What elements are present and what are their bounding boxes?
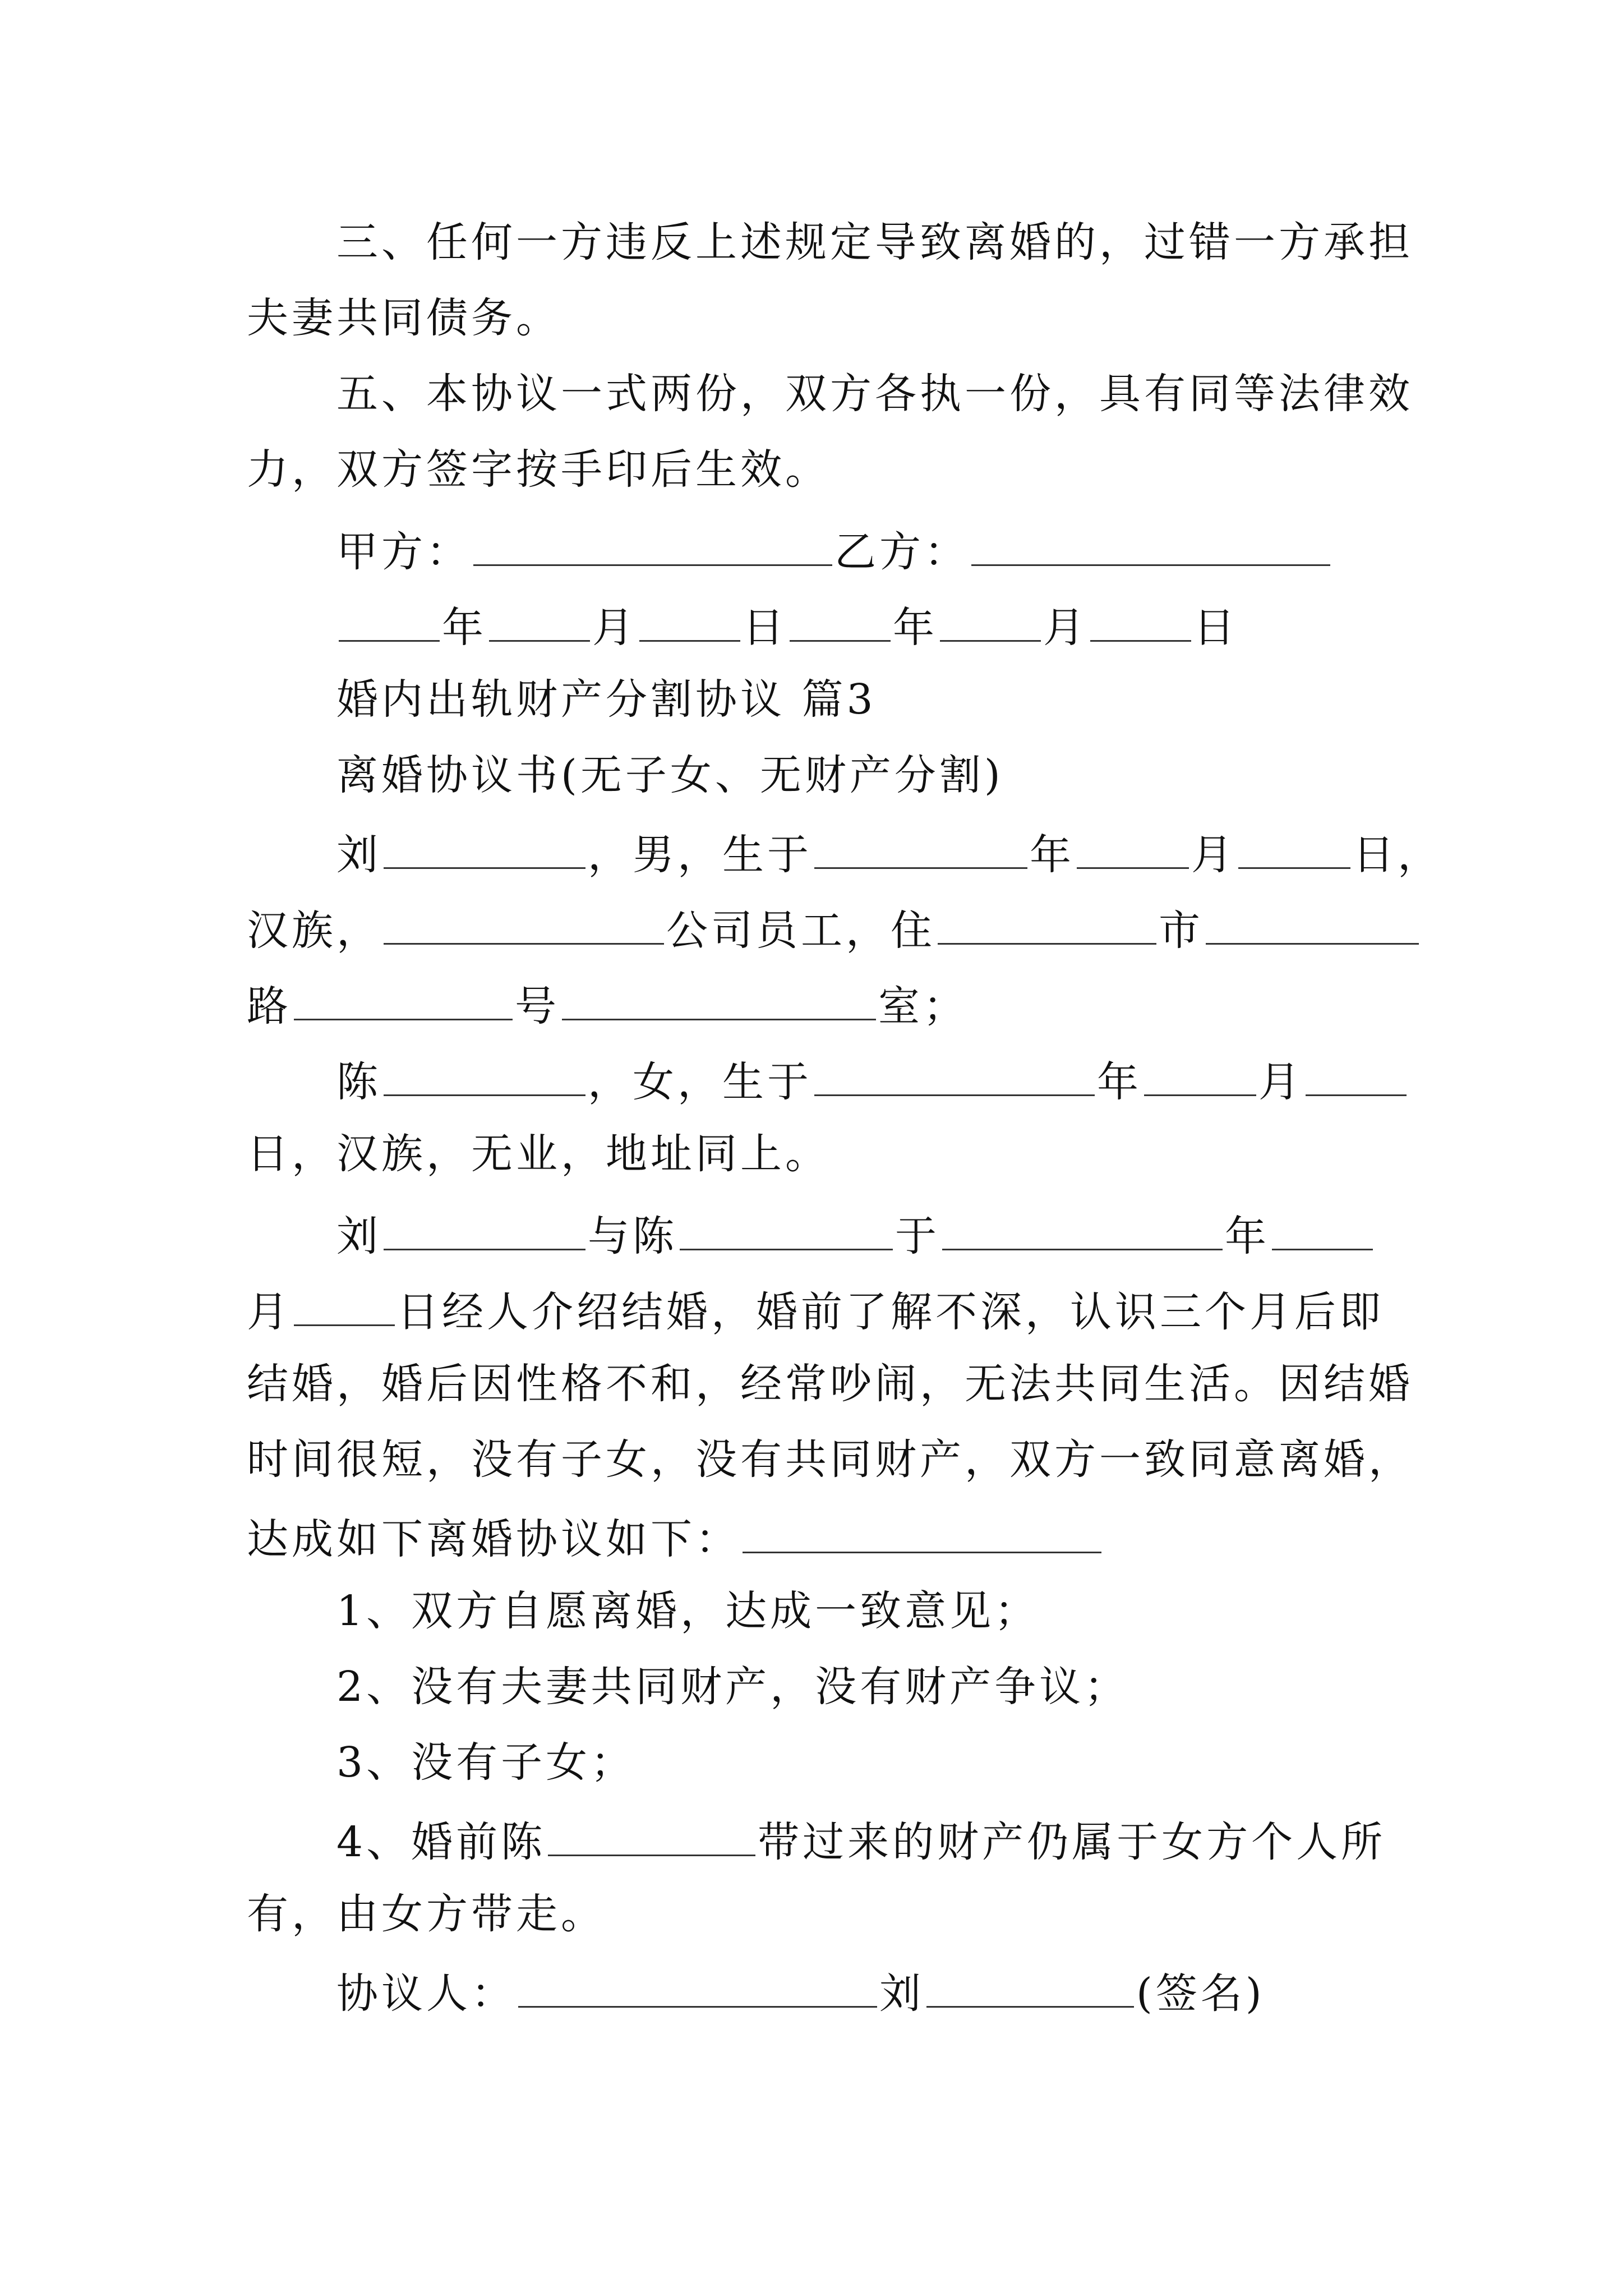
signer-name: 刘 [879, 1970, 924, 2018]
blank [294, 1287, 395, 1326]
signature-date-line [336, 603, 1238, 652]
blank [1144, 1057, 1256, 1096]
blank [1238, 830, 1350, 869]
blank [384, 830, 585, 869]
woman-gender-birth: ，女，生于 [588, 1058, 812, 1106]
blank [1206, 906, 1419, 945]
road-label: 路 [247, 982, 292, 1030]
section-title: 婚内出轨财产分割协议 篇3 [336, 675, 877, 724]
date-blank [790, 603, 891, 642]
date-blank [489, 603, 590, 642]
blank [1272, 1212, 1373, 1250]
date-year-label: 年 [893, 604, 938, 652]
blank [938, 906, 1156, 945]
blank [518, 1969, 877, 2008]
party-b-label: 乙方： [834, 528, 969, 576]
blank [814, 830, 1027, 869]
date-year-label: 年 [1097, 1058, 1142, 1106]
date-month-label: 月 [1258, 1058, 1303, 1106]
date-month-label: 月 [247, 1288, 292, 1336]
date-blank [940, 603, 1041, 642]
blank [1077, 830, 1189, 869]
man-info-line-2 [247, 906, 1421, 955]
man-employer: 公司员工，住 [666, 907, 935, 955]
blank [562, 982, 876, 1020]
agreement-title: 离婚协议书(无子女、无财产分割) [336, 751, 1004, 799]
date-blank [1090, 603, 1191, 642]
date-year-label: 年 [442, 604, 487, 652]
party-b-blank [971, 527, 1330, 566]
blank [1306, 1057, 1407, 1096]
signature-line-parties [336, 527, 1332, 576]
party-a-label: 甲方： [336, 528, 471, 576]
signer-line [336, 1969, 1265, 2018]
list-item-4-line-1 [336, 1818, 1386, 1866]
blank [384, 906, 664, 945]
date-year-label: 年 [1030, 831, 1075, 879]
man-day: 日， [1353, 831, 1442, 879]
party-a-blank [473, 527, 832, 566]
date-month-label: 月 [1043, 604, 1088, 652]
man-info-line-3 [247, 982, 968, 1030]
blank [294, 982, 513, 1020]
list-item-2: 2、没有夫妻共同财产，没有财产争议； [336, 1663, 1129, 1711]
item4-text: 4、婚前陈 [336, 1818, 546, 1866]
signature-note: (签名) [1136, 1970, 1265, 2018]
man-surname: 刘 [336, 831, 381, 879]
date-day-label: 日 [743, 604, 787, 652]
marriage-text: 达成如下离婚协议如下： [247, 1515, 740, 1563]
woman-info-line-1 [336, 1057, 1409, 1106]
list-item-4-line-2: 有，由女方带走。 [247, 1890, 606, 1938]
paragraph-5-line-1: 五、本协议一式两份，双方各执一份，具有同等法律效 [336, 370, 1413, 418]
blank [384, 1057, 585, 1096]
marriage-paragraph-line-1 [336, 1212, 1375, 1260]
marriage-text: 日经人介绍结婚，婚前了解不深，认识三个月后即 [397, 1288, 1384, 1336]
woman-surname: 陈 [336, 1058, 381, 1106]
number-label: 号 [515, 982, 560, 1030]
man-ethnicity: 汉族， [247, 907, 381, 955]
blank [814, 1057, 1095, 1096]
man-surname: 刘 [336, 1212, 381, 1260]
blank [680, 1212, 893, 1250]
date-month-label: 月 [592, 604, 637, 652]
marriage-paragraph-line-5 [247, 1515, 1104, 1563]
blank [548, 1818, 755, 1856]
marriage-paragraph-line-4: 时间很短，没有子女，没有共同财产，双方一致同意离婚， [247, 1435, 1413, 1484]
paragraph-3-line-2: 夫妻共同债务。 [247, 294, 561, 342]
man-gender-birth: ，男，生于 [588, 831, 812, 879]
marriage-paragraph-line-3: 结婚，婚后因性格不和，经常吵闹，无法共同生活。因结婚 [247, 1360, 1413, 1408]
paragraph-5-line-2: 力，双方签字按手印后生效。 [247, 445, 830, 494]
with-label: 与陈 [588, 1212, 677, 1260]
date-day-label: 日 [1193, 604, 1238, 652]
list-item-3: 3、没有子女； [336, 1738, 636, 1787]
date-year-label: 年 [1225, 1212, 1270, 1260]
date-blank [639, 603, 740, 642]
blank [743, 1515, 1101, 1553]
item4-text: 带过来的财产仍属于女方个人所 [758, 1818, 1386, 1866]
list-item-1: 1、双方自愿离婚，达成一致意见； [336, 1587, 1040, 1635]
man-info-line-1 [336, 830, 1442, 879]
marriage-paragraph-line-2 [247, 1287, 1384, 1336]
signer-label: 协议人： [336, 1970, 516, 2018]
paragraph-3-line-1: 三、任何一方违反上述规定导致离婚的，过错一方承担 [336, 218, 1413, 266]
date-blank [339, 603, 440, 642]
at-label: 于 [895, 1212, 940, 1260]
woman-info-line-2: 日，汉族，无业，地址同上。 [247, 1130, 830, 1178]
room-label: 室； [878, 982, 968, 1030]
city-label: 市 [1159, 907, 1204, 955]
blank [926, 1969, 1134, 2008]
date-month-label: 月 [1191, 831, 1236, 879]
blank [942, 1212, 1223, 1250]
blank [384, 1212, 585, 1250]
